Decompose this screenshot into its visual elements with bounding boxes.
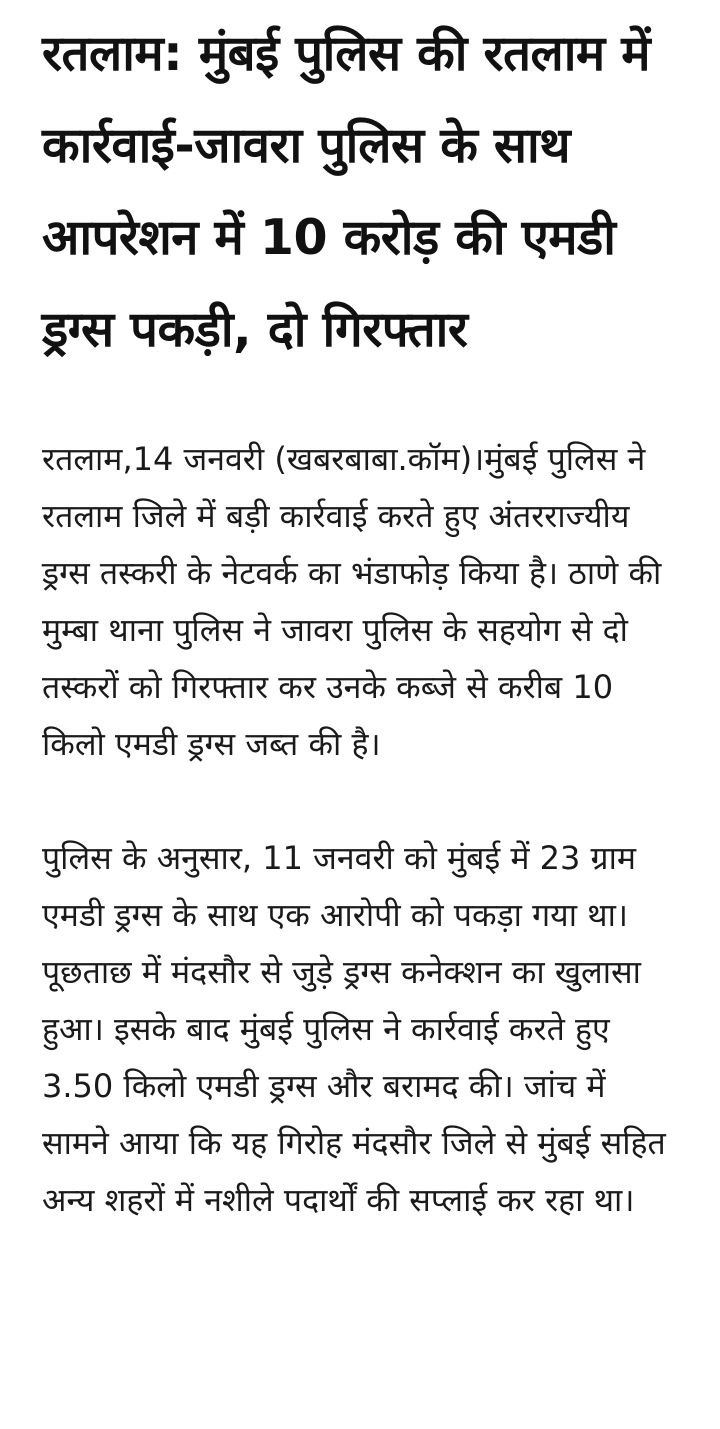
article-headline: रतलाम: मुंबई पुलिस की रतलाम में कार्रवाई-जावरा पुलिस के साथ आपरेशन में 10 करोड़ की एमडी ड्रग्स पकड़ी, दो गिरफ्तार: [42, 25, 651, 358]
article-paragraph-1: रतलाम,14 जनवरी (खबरबाबा.कॉम)।मुंबई पुलिस ने रतलाम जिले में बड़ी कार्रवाई करते हुए अंतरराज्यीय ड्रग्स तस्करी के नेटवर्क का भंडाफोड़ किया है। ठाणे की मुम्बा थाना पुलिस ने जावरा पुलिस के सहयोग से दो तस्करों को गिरफ्तार कर उनके कब्जे से करीब 10 किलो एमडी ड्रग्स जब्त की है।: [42, 440, 662, 763]
article-paragraph-2: पुलिस के अनुसार, 11 जनवरी को मुंबई में 23 ग्राम एमडी ड्रग्स के साथ एक आरोपी को पकड़ा गया था। पूछताछ में मंदसौर से जुड़े ड्रग्स कनेक्शन का खुलासा हुआ। इसके बाद मुंबई पुलिस ने कार्रवाई करते हुए 3.50 किलो एमडी ड्रग्स और बरामद की। जांच में सामने आया कि यह गिरोह मंदसौर जिले से मुंबई सहित अन्य शहरों में नशीले पदार्थों की सप्लाई कर रहा था।: [42, 839, 666, 1219]
